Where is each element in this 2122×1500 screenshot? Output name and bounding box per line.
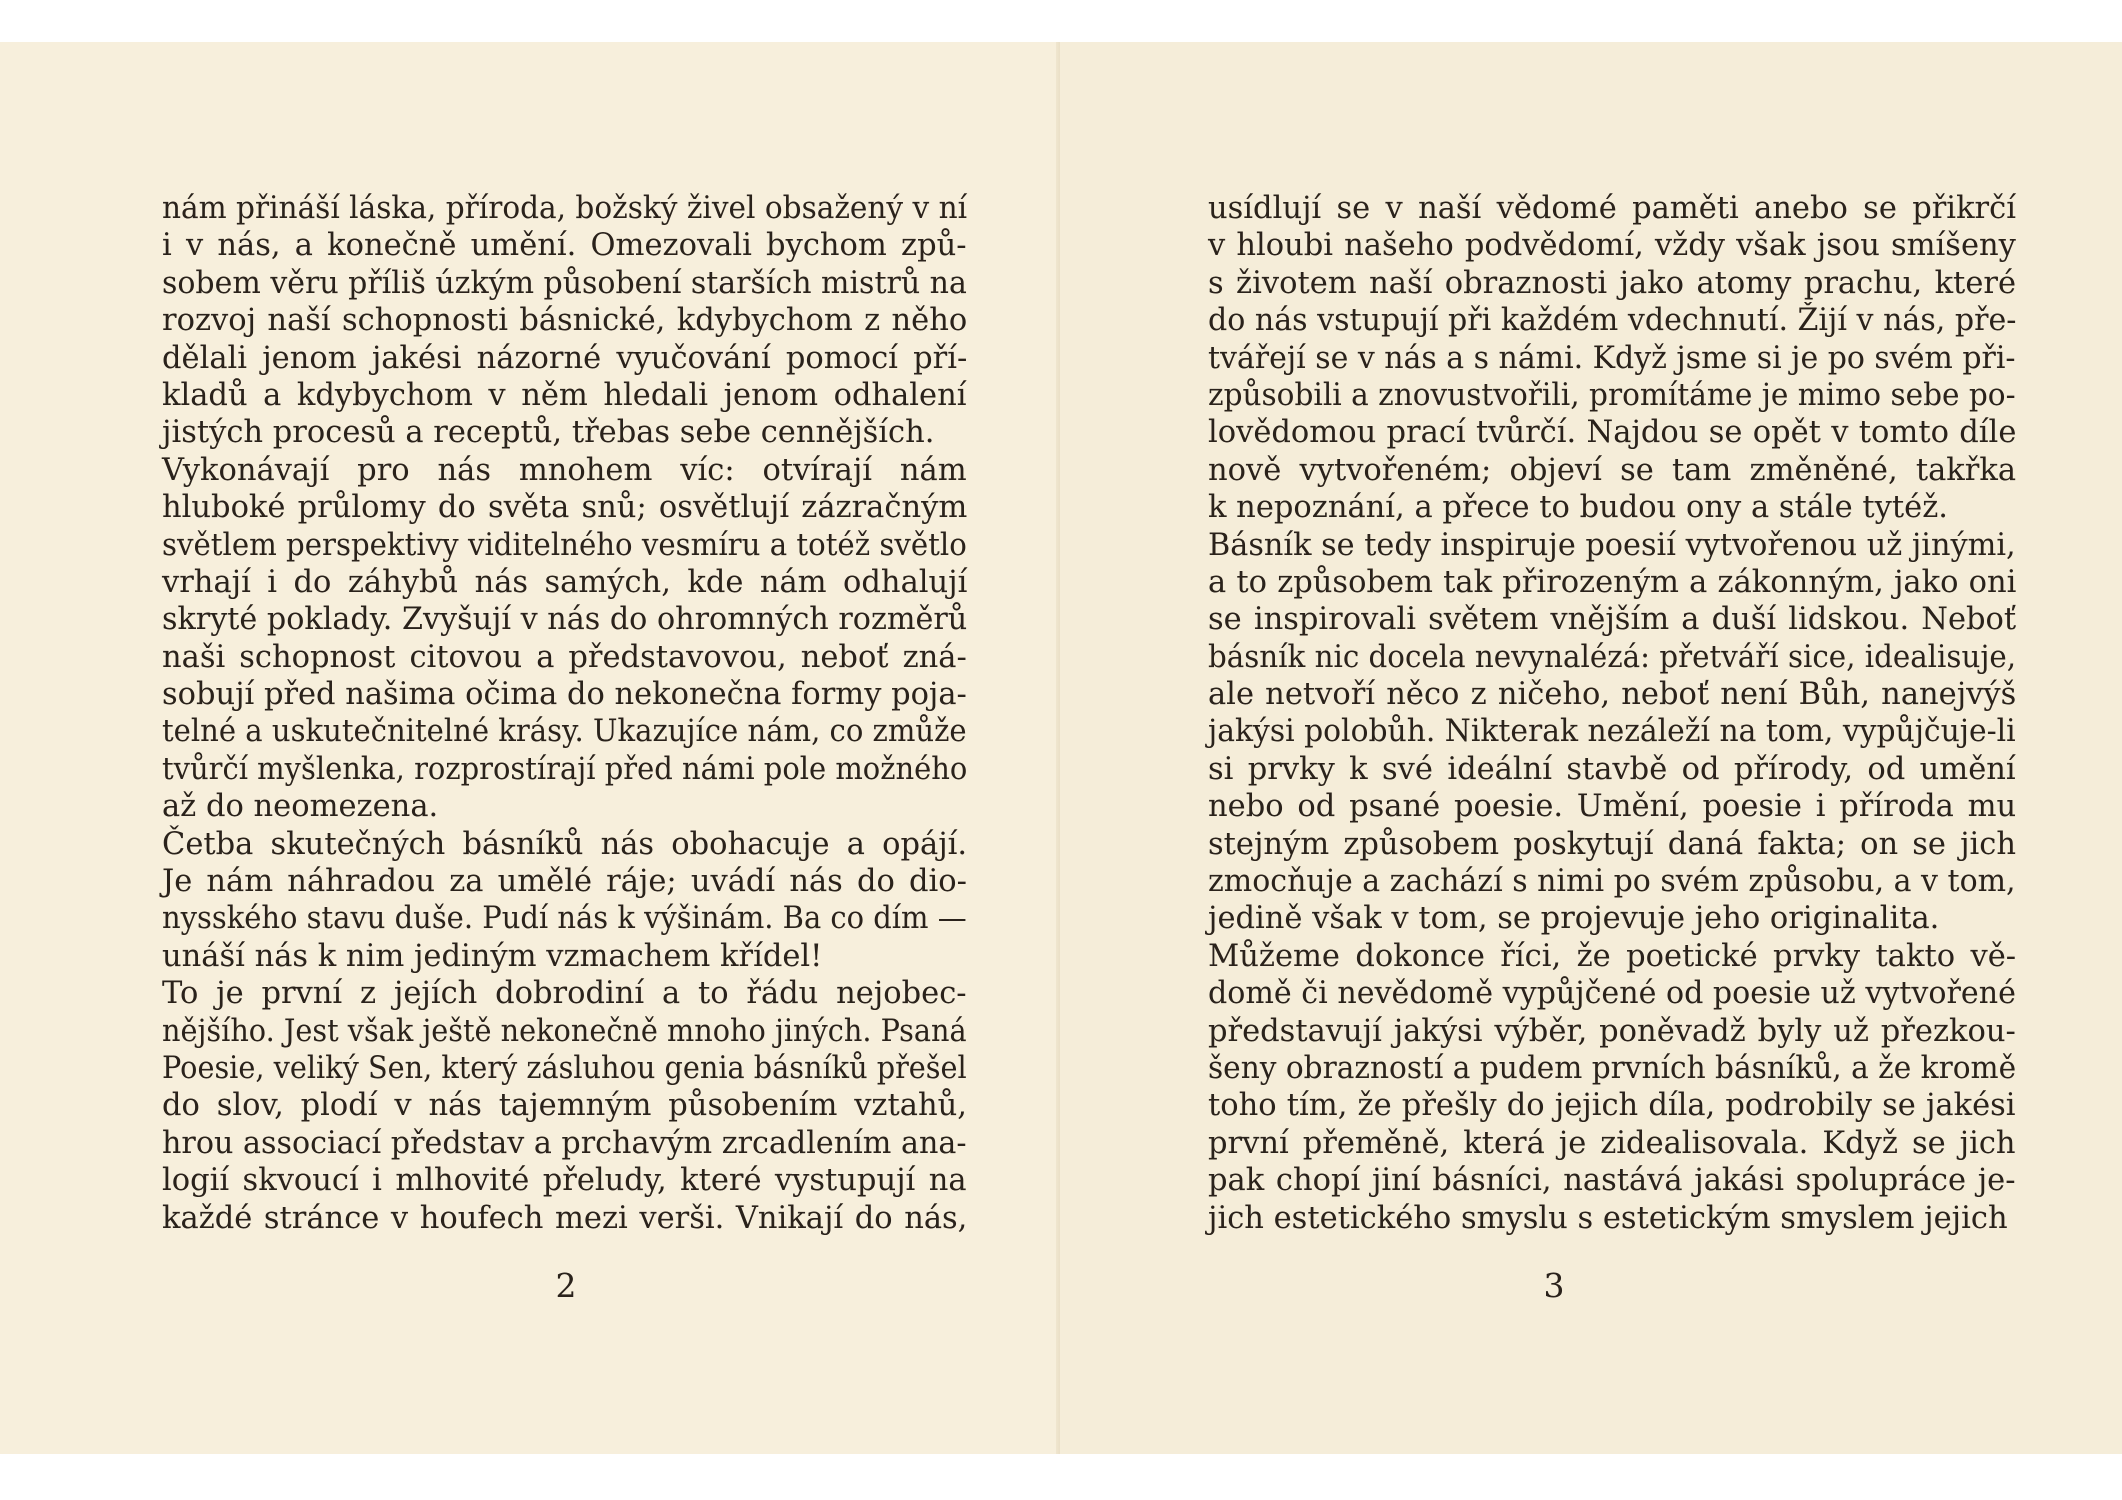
text-line: nějšího. Jest však ještě nekonečně mnoho jiných. Psaná <box>162 1013 967 1049</box>
text-line: Je nám náhradou za umělé ráje; uvádí nás do dio- <box>162 864 967 900</box>
text-line: s životem naší obraznosti jako atomy prachu, které <box>1208 265 2016 301</box>
text-line: usídlují se v naší vědomé paměti anebo se přikrčí <box>1208 191 2016 226</box>
text-line: tvářejí se v nás a s námi. Když jsme si je po svém při- <box>1208 340 2016 376</box>
text-line: světlem perspektivy viditelného vesmíru a totéž světlo <box>162 527 967 563</box>
text-line: nám přináší láska, příroda, božský živel obsažený v ní <box>162 191 968 226</box>
text-line: ale netvoří něco z ničeho, neboť není Bůh, nanejvýš <box>1208 677 2017 713</box>
text-line: a to způsobem tak přirozeným a zákonným, jako oni <box>1208 564 2017 600</box>
text-line: nově vytvořeném; objeví se tam změněné, takřka <box>1208 452 2017 488</box>
text-line: Básník se tedy inspiruje poesií vytvořenou už jinými, <box>1208 527 2016 563</box>
text-line: rozvoj naší schopnosti básnické, kdybychom z něho <box>162 303 968 339</box>
text-line: kladů a kdybychom v něm hledali jenom odhalení <box>162 377 967 413</box>
text-line: tvůrčí myšlenka, rozprostírají před námi pole možného <box>162 751 968 787</box>
text-line: až do neomezena. <box>162 789 439 825</box>
left-page-body <box>162 190 1017 1237</box>
right-page-number: 3 <box>1543 1266 1565 1305</box>
text-line: hluboké průlomy do světa snů; osvětlují zázračným <box>162 490 968 526</box>
text-line: šeny obrazností a pudem prvních básníků, a že kromě <box>1208 1050 2017 1086</box>
text-line: stejným způsobem poskytují daná fakta; on se jich <box>1208 826 2017 862</box>
text-line: sobují před našima očima do nekonečna formy poja- <box>162 677 967 713</box>
text-line: lovědomou prací tvůrčí. Najdou se opět v tomto díle <box>1208 415 2017 451</box>
text-line: k nepoznání, a přece to budou ony a stále tytéž. <box>1208 490 1948 526</box>
text-line: Můžeme dokonce říci, že poetické prvky takto vě- <box>1208 938 2017 974</box>
text-line: Poesie, veliký Sen, který zásluhou genia básníků přešel <box>162 1050 967 1086</box>
right-page <box>1060 42 2122 1454</box>
book-spread <box>0 42 2122 1454</box>
text-line: způsobili a znovustvořili, promítáme je mimo sebe po- <box>1208 377 2016 413</box>
text-line: nysského stavu duše. Pudí nás k výšinám. Ba co dím — <box>162 901 967 937</box>
text-line: zmocňuje a zachází s nimi po svém způsobu, a v tom, <box>1208 864 2016 900</box>
text-line: jedině však v tom, se projevuje jeho originalita. <box>1208 901 1940 937</box>
text-line: každé stránce v houfech mezi verši. Vnikají do nás, <box>162 1200 968 1236</box>
text-line: telné a uskutečnitelné krásy. Ukazujíce nám, co zmůže <box>162 714 967 750</box>
text-line: sobem věru příliš úzkým působení starších mistrů na <box>162 265 967 301</box>
text-line: nebo od psané poesie. Umění, poesie i příroda mu <box>1208 789 2017 825</box>
text-line: jakýsi polobůh. Nikterak nezáleží na tom, vypůjčuje-li <box>1208 714 2016 750</box>
text-line: toho tím, že přešly do jejich díla, podrobily se jakési <box>1208 1088 2016 1124</box>
text-line: v hloubi našeho podvědomí, vždy však jsou smíšeny <box>1208 228 2016 264</box>
right-page-body <box>1208 190 2049 1237</box>
left-page <box>0 42 1060 1454</box>
text-line: Četba skutečných básníků nás obohacuje a opájí. <box>162 826 968 862</box>
text-line: Vykonávají pro nás mnohem víc: otvírají nám <box>162 452 967 488</box>
text-line: se inspirovali světem vnějším a duší lidskou. Neboť <box>1208 602 2017 638</box>
left-page-number: 2 <box>555 1266 577 1305</box>
text-line: si prvky k své ideální stavbě od přírody, od umění <box>1208 751 2016 787</box>
text-line: do nás vstupují při každém vdechnutí. Žijí v nás, pře- <box>1208 303 2017 339</box>
text-line: básník nic docela nevynalézá: přetváří sice, idealisuje, <box>1208 639 2017 675</box>
text-line: jich estetického smyslu s estetickým smyslem jejich <box>1208 1200 2008 1236</box>
text-line: jistých procesů a receptů, třebas sebe cennějších. <box>162 415 935 451</box>
text-line: i v nás, a konečně umění. Omezovali bychom způ- <box>162 228 967 264</box>
text-line: pak chopí jiní básníci, nastává jakási spolupráce je- <box>1208 1163 2016 1199</box>
text-line: hrou associací představ a prchavým zrcadlením ana- <box>162 1125 967 1161</box>
text-line: logií skvoucí i mlhovité přeludy, které vystupují na <box>162 1163 967 1199</box>
text-line: To je první z jejích dobrodiní a to řádu nejobec- <box>162 976 967 1012</box>
text-line: unáší nás k nim jediným vzmachem křídel! <box>162 938 823 974</box>
text-line: první přeměně, která je zidealisovala. Když se jich <box>1208 1125 2016 1161</box>
text-line: dělali jenom jakési názorné vyučování pomocí pří- <box>162 340 968 376</box>
text-line: představují jakýsi výběr, poněvadž byly už přezkou- <box>1208 1013 2016 1049</box>
text-line: do slov, plodí v nás tajemným působením vztahů, <box>162 1088 967 1124</box>
text-line: naši schopnost citovou a představovou, neboť zná- <box>162 639 967 675</box>
text-line: skryté poklady. Zvyšují v nás do ohromných rozměrů <box>162 602 968 638</box>
text-line: domě či nevědomě vypůjčené od poesie už vytvořené <box>1208 976 2016 1012</box>
text-line: vrhají i do záhybů nás samých, kde nám odhalují <box>162 564 968 600</box>
